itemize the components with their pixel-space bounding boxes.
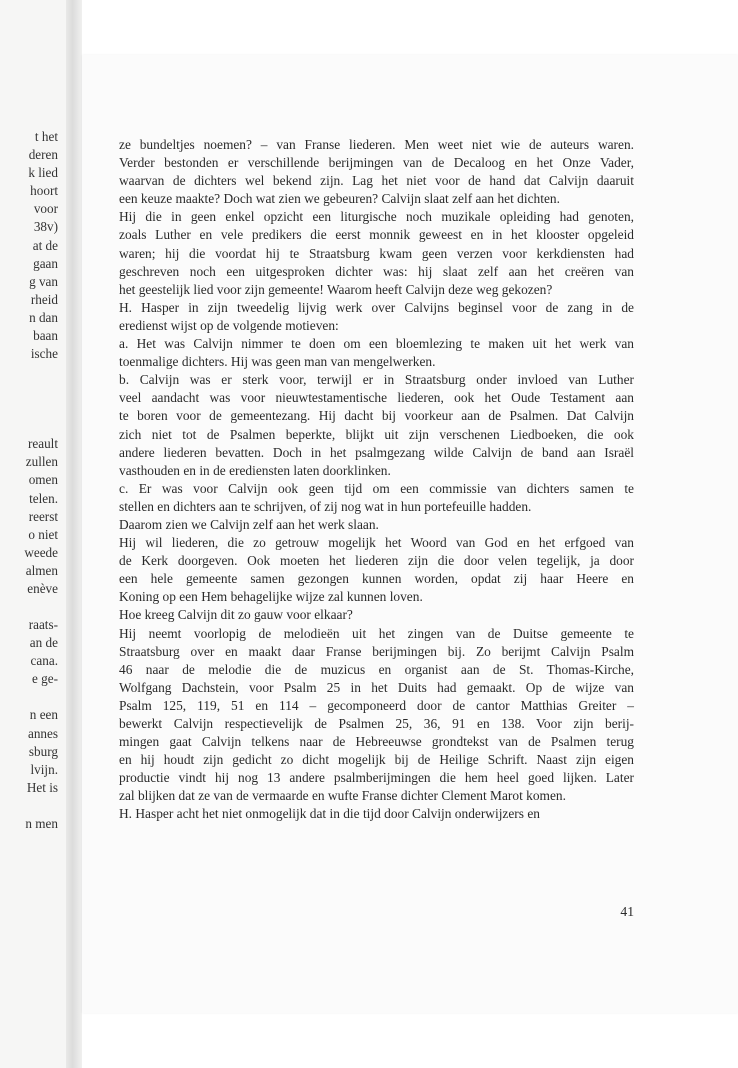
left-page-fragment: k lied [28, 165, 58, 181]
text-line: Verder bestonden er verschillende berijmingen van de Decaloog en het Onze Vader, [119, 155, 634, 171]
left-page-fragment: g van [29, 273, 58, 289]
text-line: een keuze maakte? Doch wat zien we gebeuren? Calvijn slaat zelf aan het dichten. [119, 191, 560, 207]
left-page-fragment: annes [27, 725, 58, 741]
left-page-fragment: almen [25, 562, 58, 578]
left-page-fragment: deren [28, 147, 58, 163]
left-page-fragment: gaan [33, 255, 58, 271]
text-line: het geestelijk lied voor zijn gemeente! Waarom heeft Calvijn deze weg gekozen? [119, 281, 553, 297]
left-page-fragment: an de [29, 635, 58, 651]
left-page-fragment: t het [34, 129, 58, 144]
left-page-fragment: enève [27, 580, 58, 596]
left-page-text-fragments [0, 128, 58, 833]
text-line: de Kerk doorgeven. Ook moeten het liederen zijn die door velen tegelijk, ja door [119, 553, 634, 569]
text-line: Koning op een Hem behagelijke wijze zal kunnen loven. [119, 589, 423, 605]
text-line: Wolfgang Dachstein, voor Psalm 25 in het Duits had gemaakt. Op de wijze van [119, 679, 634, 695]
text-line: stellen en dichters aan te schrijven, of zij nog wat in hun portefeuille hadden. [119, 498, 532, 514]
left-page-fragment: at de [32, 237, 58, 253]
text-line: Straatsburg over en maakt daar Franse berijmingen bij. Zo berijmt Calvijn Psalm [119, 643, 634, 659]
left-page-fragment: baan [33, 328, 58, 344]
left-page-fragment: omen [28, 472, 58, 488]
left-page-fragment: ische [30, 346, 58, 362]
text-line: Hij wil liederen, die zo getrouw mogelijk het Woord van God en het erfgoed van [119, 535, 634, 551]
text-line: 46 naar de melodie die de muzicus en organist aan de St. Thomas-Kirche, [119, 661, 634, 677]
left-page-fragment: reerst [28, 508, 58, 524]
left-page-fragment: raats- [28, 617, 58, 633]
text-line: Hij die in geen enkel opzicht een liturgische noch muzikale opleiding had genoten, [119, 209, 634, 225]
body-text [119, 136, 634, 824]
left-page-fragment: Het is [26, 779, 58, 795]
text-line: b. Calvijn was er sterk voor, terwijl er in Straatsburg onder invloed van Luther [119, 372, 634, 388]
text-line: bewerkt Calvijn respectievelijk de Psalmen 25, 36, 91 en 138. Voor zijn berij- [119, 716, 634, 731]
left-page-fragment: sburg [28, 743, 58, 759]
text-line: toenmalige dichters. Hij was geen man van mengelwerken. [119, 354, 436, 370]
left-page-fragment: n dan [29, 309, 58, 325]
left-page-fragment: e ge- [32, 671, 58, 687]
text-line: en hij houdt zijn gedicht zo dicht mogelijk bij de Heilige Schrift. Naast zijn eigen [119, 752, 634, 768]
left-page-fragment: zullen [25, 454, 58, 470]
left-page-fragment: weede [24, 544, 58, 560]
text-line: vasthouden en in de erediensten laten doorklinken. [119, 462, 391, 478]
left-page-fragment: n men [25, 815, 58, 831]
text-line: H. Hasper in zijn tweedelig lijvig werk over Calvijns beginsel voor de zang in de [119, 299, 634, 315]
text-line: geschreven noch een uitgesproken dichter was: hij slaat zelf aan het creëren van [119, 263, 634, 279]
text-line: zal blijken dat ze van de vermaarde en wufte Franse dichter Clement Marot komen. [119, 788, 566, 804]
left-page-fragment: rheid [30, 291, 58, 307]
facing-left-page [0, 0, 66, 1068]
text-line: veel aandacht was voor nieuwtestamentische liederen, ook het Oude Testament aan [119, 390, 634, 406]
left-page-fragment: telen. [29, 490, 58, 506]
text-line: Psalm 125, 119, 51 en 114 – gecomponeerd door de cantor Matthias Greiter – [119, 697, 634, 713]
text-line: zoals Luther en vele predikers die eerst monnik geweest en in het klooster opgeleid [119, 227, 634, 243]
text-line: andere liederen bevatten. Doch in het psalmgezang wilde Calvijn de band aan Israël [119, 444, 634, 460]
left-page-fragment: reault [27, 436, 58, 452]
text-line: waren; hij die voordat hij te Straatsburg kwam geen verzen voor kerkdiensten had [119, 245, 634, 261]
text-line: c. Er was voor Calvijn ook geen tijd om een commissie van dichters samen te [119, 480, 634, 496]
text-line: Hoe kreeg Calvijn dit zo gauw voor elkaar? [119, 607, 353, 623]
left-page-fragment: 38v) [33, 219, 58, 235]
text-line: a. Het was Calvijn nimmer te doen om een bloemlezing te maken uit het werk van [119, 336, 634, 352]
left-page-fragment: hoort [30, 183, 58, 199]
text-line: een hele gemeente samen gezongen kunnen worden, opdat zij haar Heere en [119, 571, 634, 587]
left-page-fragment: o niet [28, 526, 58, 542]
left-page-fragment: voor [33, 201, 58, 217]
left-page-fragment: lvijn. [30, 761, 58, 777]
left-page-fragment: cana. [30, 653, 58, 669]
page-number: 41 [620, 904, 634, 919]
text-line: waarvan de dichters wel bekend zijn. Lag het niet voor de hand dat Calvijn daaruit [119, 173, 634, 189]
text-line: ze bundeltjes noemen? – van Franse liederen. Men weet niet wie de auteurs waren. [119, 137, 634, 152]
text-line: Daarom zien we Calvijn zelf aan het werk slaan. [119, 516, 379, 532]
book-spine [66, 0, 82, 1068]
text-line: productie vindt hij nog 13 andere psalmberijmingen die hem heel goed lijken. Later [119, 770, 634, 786]
left-page-fragment: n een [29, 707, 58, 723]
text-line: te boren voor de gemeentezang. Hij dacht bij voorkeur aan de Psalmen. Dat Calvijn [119, 408, 634, 424]
text-line: Hij neemt voorlopig de melodieën uit het zingen van de Duitse gemeente te [119, 625, 634, 641]
text-line: zich niet tot de Psalmen beperkte, blijkt uit zijn verschenen Liedboeken, die ook [119, 426, 634, 442]
text-line: eredienst wijst op de volgende motieven: [119, 317, 339, 333]
text-line: mingen gaat Calvijn telkens naar de Hebreeuwse grondtekst van de Psalmen terug [119, 734, 634, 750]
text-line: H. Hasper acht het niet onmogelijk dat in die tijd door Calvijn onderwijzers en [119, 806, 540, 822]
